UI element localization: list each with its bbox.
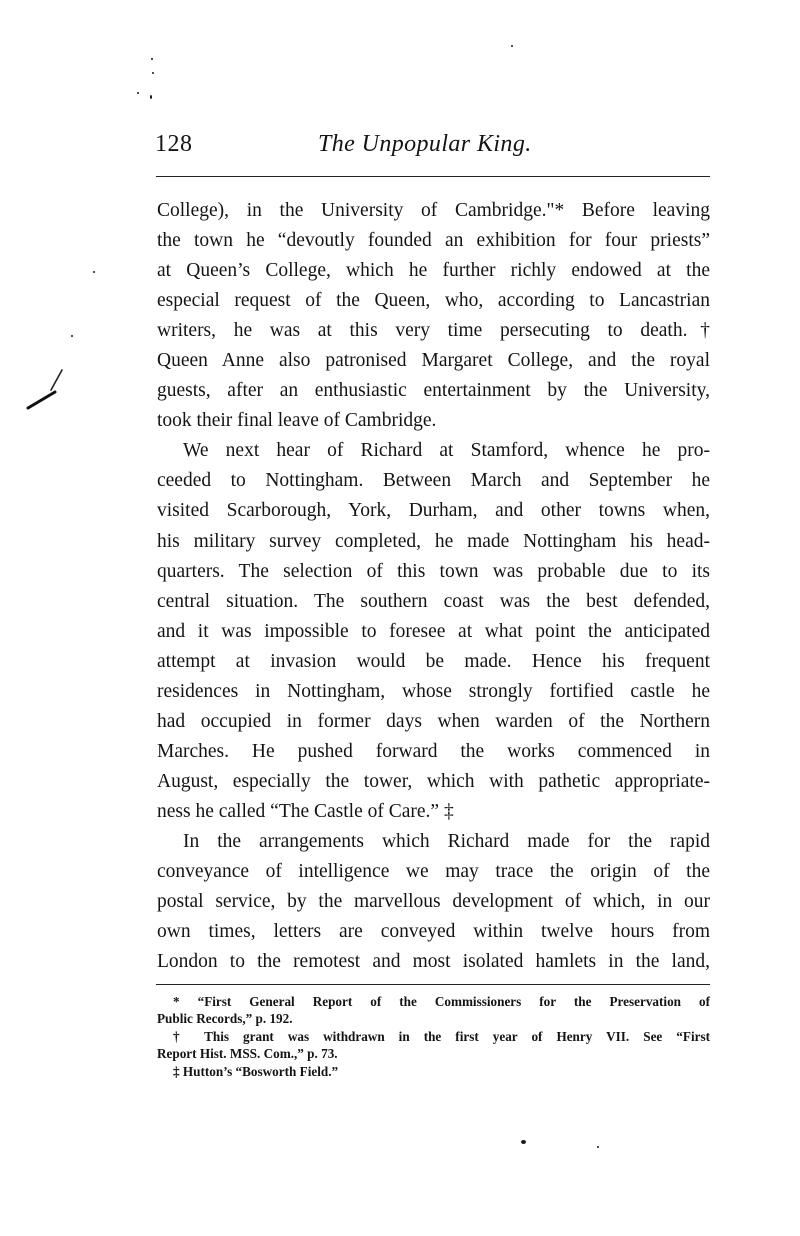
body-line: visited Scarborough, York, Durham, and other towns when, bbox=[157, 500, 710, 522]
body-line: his military survey completed, he made Nottingham his head- bbox=[157, 530, 710, 552]
page-number: 128 bbox=[155, 131, 193, 157]
scan-speck bbox=[137, 92, 139, 94]
body-text bbox=[157, 196, 710, 977]
scan-speck bbox=[150, 95, 152, 99]
running-title: The Unpopular King. bbox=[318, 131, 532, 157]
body-line: especial request of the Queen, who, according to Lancastrian bbox=[157, 290, 710, 312]
scan-speck bbox=[597, 1146, 599, 1148]
body-line: had occupied in former days when warden of the Northern bbox=[157, 710, 710, 732]
body-line: August, especially the tower, which with pathetic appropriate- bbox=[157, 770, 710, 792]
scan-speck bbox=[511, 45, 513, 47]
scan-speck bbox=[151, 58, 153, 60]
body-line: We next hear of Richard at Stamford, whence he pro- bbox=[183, 440, 710, 462]
body-line: guests, after an enthusiastic entertainment by the University, bbox=[157, 380, 710, 402]
body-line: London to the remotest and most isolated hamlets in the land, bbox=[157, 951, 710, 973]
body-line: own times, letters are conveyed within twelve hours from bbox=[157, 921, 710, 943]
body-line: College), in the University of Cambridge."* Before leaving bbox=[157, 200, 710, 221]
body-line: postal service, by the marvellous development of which, in our bbox=[157, 891, 710, 913]
footnote-line: † This grant was withdrawn in the first year of Henry VII. See “First bbox=[173, 1028, 710, 1044]
body-line: central situation. The southern coast was the best defended, bbox=[157, 590, 710, 612]
footnote-line: * “First General Report of the Commissioners for the Preservation of bbox=[173, 994, 710, 1009]
body-line: attempt at invasion would be made. Hence his frequent bbox=[157, 650, 710, 672]
body-line: Marches. He pushed forward the works commenced in bbox=[157, 740, 710, 762]
footnote-line: Public Records,” p. 192. bbox=[157, 1011, 293, 1027]
footnote-line: ‡ Hutton’s “Bosworth Field.” bbox=[173, 1063, 339, 1079]
body-line: writers, he was at this very time persecuting to death.† bbox=[157, 320, 710, 342]
footnote-rule bbox=[156, 984, 710, 985]
body-line: ceeded to Nottingham. Between March and September he bbox=[157, 470, 710, 492]
header-rule bbox=[156, 176, 710, 177]
body-line: residences in Nottingham, whose strongly fortified castle he bbox=[157, 680, 710, 702]
scan-speck bbox=[152, 72, 154, 74]
body-line: took their final leave of Cambridge. bbox=[157, 410, 437, 432]
body-line: quarters. The selection of this town was probable due to its bbox=[157, 560, 710, 582]
body-line: ness he called “The Castle of Care.” ‡ bbox=[157, 800, 454, 822]
body-line: In the arrangements which Richard made for the rapid bbox=[183, 830, 710, 852]
body-line: the town he “devoutly founded an exhibition for four priests” bbox=[157, 230, 710, 252]
scan-speck bbox=[93, 271, 95, 273]
scan-speck bbox=[521, 1140, 526, 1144]
body-line: at Queen’s College, which he further richly endowed at the bbox=[157, 260, 710, 282]
pencil-mark-icon bbox=[22, 368, 68, 412]
footnote-line: Report Hist. MSS. Com.,” p. 73. bbox=[157, 1046, 338, 1062]
body-line: and it was impossible to foresee at what point the anticipated bbox=[157, 620, 710, 642]
scan-speck bbox=[71, 335, 73, 337]
footnotes bbox=[157, 993, 710, 1080]
body-line: conveyance of intelligence we may trace the origin of the bbox=[157, 861, 710, 883]
body-line: Queen Anne also patronised Margaret College, and the royal bbox=[157, 350, 710, 372]
